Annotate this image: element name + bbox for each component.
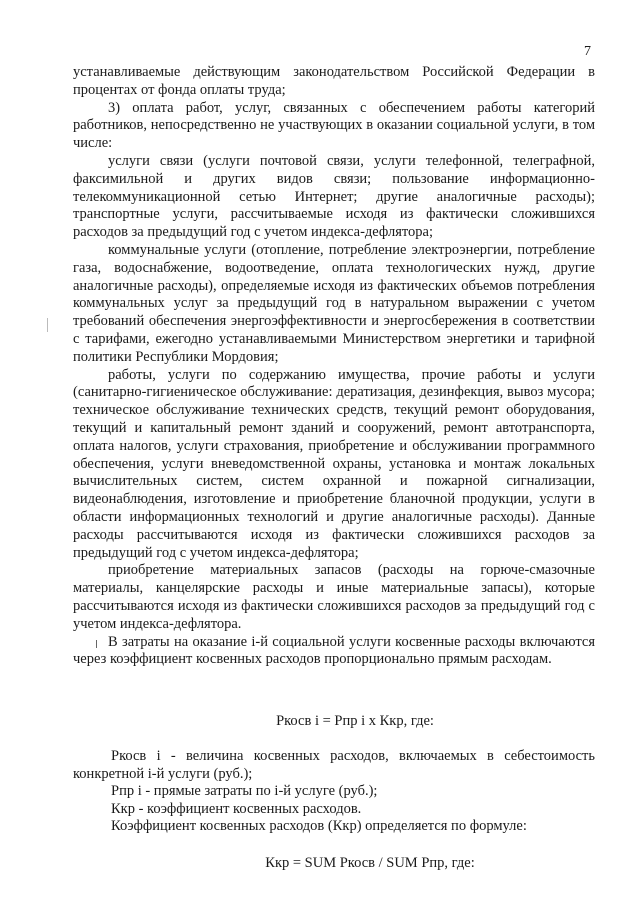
document-body (73, 64, 595, 669)
formula-definitions (73, 748, 595, 836)
definition-item: Коэффициент косвенных расходов (Ккр) определяется по формуле: (111, 818, 527, 835)
paragraph: 3) оплата работ, услуг, связанных с обеспечением работы категорий работников, непосредственно не участвующих в оказании социальной услуги, в том числе: (73, 99, 595, 152)
scan-artifact-mark (47, 318, 48, 332)
definition-item: Ккр - коэффициент косвенных расходов. (111, 800, 362, 817)
paragraph: приобретение материальных запасов (расходы на горюче-смазочные материалы, канцелярские расходы и иные материальные запасы), которые рассчитываются исходя из фактически сложившихся расходов за предыдущий год с учетом индекса-дефлятора. (73, 562, 595, 632)
paragraph: услуги связи (услуги почтовой связи, услуги телефонной, телеграфной, факсимильной и других видов связи; пользование информационно-телекоммуникационной сетью Интернет; другие аналогичные расходы); транспортные услуги, рассчитываемые исходя из фактически сложившихся расходов за предыдущий год с учетом индекса-дефлятора; (73, 152, 595, 241)
page-number: 7 (584, 44, 591, 59)
definition-item: Ркосв i - величина косвенных расходов, включаемых в себестоимость конкретной i-й услуги (руб.); (73, 748, 595, 782)
scan-artifact-mark (96, 640, 97, 648)
definition-item: Рпр i - прямые затраты по i-й услуге (руб.); (111, 783, 378, 800)
paragraph: В затраты на оказание i-й социальной услуги косвенные расходы включаются через коэффициент косвенных расходов пропорционально прямым расходам. (73, 633, 595, 668)
paragraph: коммунальные услуги (отопление, потребление электроэнергии, потребление газа, водоснабжение, водоотведение, оплата технологических нужд, другие аналогичные расходы), определяемые исходя из фактических объемов потребления коммунальных услуг за предыдущий год в натуральном выражении с учетом требований обеспечения энергоэффективности и энергосбережения в соответствии с тарифами, ежегодно устанавливаемыми Министерством энергетики и тарифной политики Республики Мордовия; (73, 241, 595, 365)
formula-coefficient: Ккр = SUM Ркосв / SUM Рпр, где: (265, 855, 475, 871)
paragraph: работы, услуги по содержанию имущества, прочие работы и услуги (санитарно-гигиеническое обслуживание: дератизация, дезинфекция, вывоз мусора; техническое обслуживание технических средств, текущий ремонт оборудования, текущий и капитальный ремонт зданий и сооружений, ремонт автотранспорта, оплата налогов, услуги страхования, приобретение и обслуживании программного обеспечения, услуги вневедомственной охраны, установка и монтаж локальных вычислительных систем, систем охранной и пожарной сигнализации, видеонаблюдения, изготовление и приобретение бланочной продукции, услуги в области информационных технологий и другие аналогичные расходы). Данные расходы рассчитываются исходя из фактически сложившихся расходов за предыдущий год с учетом индекса-дефлятора; (73, 366, 595, 561)
paragraph: устанавливаемые действующим законодательством Российской Федерации в процентах от фонда оплаты труда; (73, 64, 595, 98)
formula-indirect-costs: Ркосв i = Рпр i х Ккр, где: (276, 713, 434, 729)
